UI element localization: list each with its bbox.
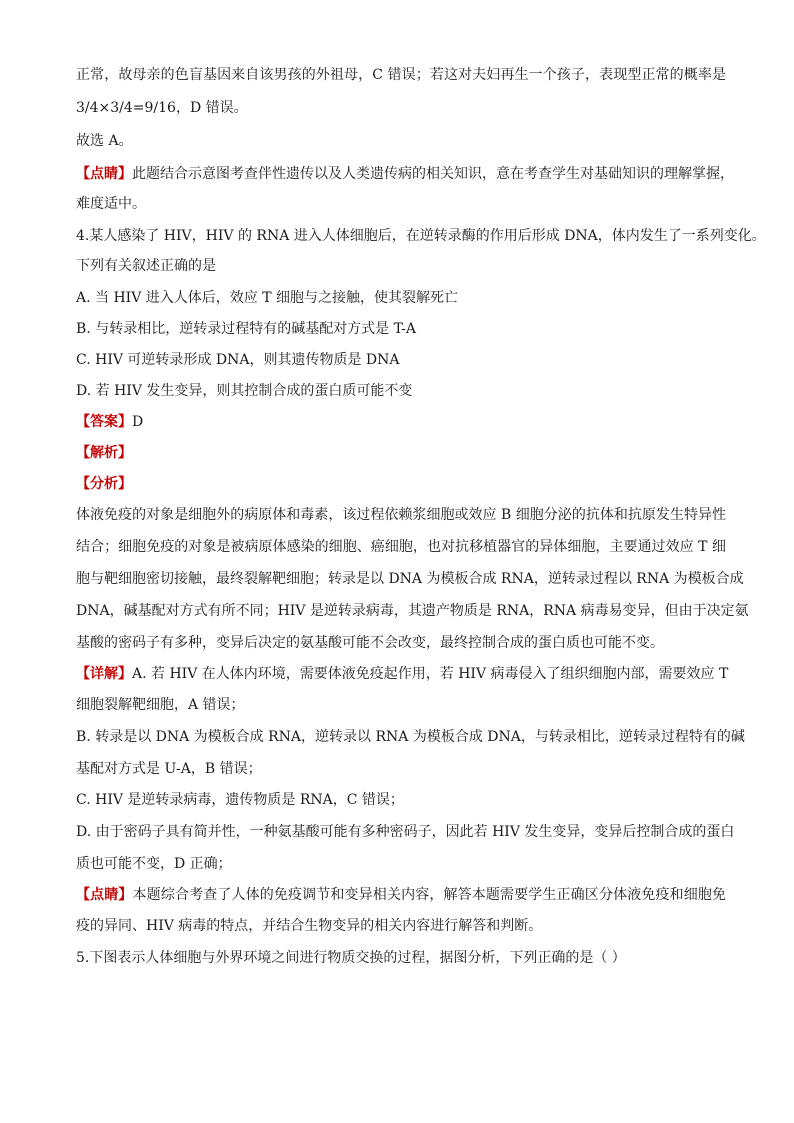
- line-text: A. 若 HIV 在人体内环境，需要体液免疫起作用，若 HIV 病毒侵入了组织细胞内部，需要效应 T: [132, 666, 729, 682]
- line-text: 体液免疫的对象是细胞外的病原体和毒素，该过程依赖浆细胞或效应 B 细胞分泌的抗体和抗原发生特异性: [76, 507, 726, 523]
- line-text: 正常，故母亲的色盲基因来自该男孩的外祖母，C 错误；若这对夫妇再生一个孩子，表现型正常的概率是: [76, 67, 726, 83]
- line-text: 下列有关叙述正确的是: [76, 258, 216, 274]
- line-text: 质也可能不变，D 正确；: [76, 856, 232, 872]
- text-line: [76, 633, 726, 653]
- line-text: 结合；细胞免疫的对象是被病原体感染的细胞、癌细胞，也对抗移植器官的异体细胞，主要通过效应 T 细: [76, 539, 726, 555]
- text-line: [76, 854, 726, 874]
- line-text: 本题综合考查了人体的免疫调节和变异相关内容，解答本题需要学生正确区分体液免疫和细胞免: [132, 887, 727, 903]
- text-line: [76, 727, 745, 747]
- line-text: D. 由于密码子具有简并性，一种氨基酸可能有多种密码子，因此若 HIV 发生变异，变异后控制合成的蛋白: [76, 824, 735, 840]
- text-line: [76, 759, 726, 779]
- line-text: 5.下图表示人体细胞与外界环境之间进行物质交换的过程，据图分析，下列正确的是（ ）: [76, 950, 626, 966]
- line-text: B. 与转录相比，逆转录过程特有的碱基配对方式是 T-A: [76, 321, 417, 337]
- section-tag: 【分析】: [76, 476, 132, 492]
- section-tag: 【点睛】: [76, 166, 132, 182]
- line-text: 难度适中。: [76, 196, 146, 212]
- text-line: [76, 194, 726, 214]
- text-line: [76, 790, 726, 810]
- text-line: [76, 822, 735, 842]
- line-text: 此题结合示意图考查伴性遗传以及人类遗传病的相关知识，意在考查学生对基础知识的理解掌握，: [132, 166, 734, 182]
- line-text: 3/4×3/4=9/16，D 错误。: [76, 100, 248, 116]
- line-text: D. 若 HIV 发生变异，则其控制合成的蛋白质可能不变: [76, 383, 413, 399]
- text-line: [76, 916, 726, 936]
- text-line: [76, 381, 726, 401]
- text-line: [76, 569, 744, 589]
- line-text: C. HIV 是逆转录病毒，遗传物质是 RNA，C 错误；: [76, 792, 404, 808]
- line-text: 胞与靶细胞密切接触，最终裂解靶细胞；转录是以 DNA 为模板合成 RNA，逆转录过程以 RNA 为模板合成: [76, 571, 744, 587]
- line-text: 疫的异同、HIV 病毒的特点，并结合生物变异的相关内容进行解答和判断。: [76, 918, 543, 934]
- text-line: [76, 474, 726, 494]
- line-text: B. 转录是以 DNA 为模板合成 RNA，逆转录以 RNA 为模板合成 DNA，与转录相比，逆转录过程特有的碱: [76, 729, 745, 745]
- text-line: [76, 505, 726, 525]
- line-text: 细胞裂解靶细胞，A 错误；: [76, 697, 245, 713]
- line-text: 基配对方式是 U-A，B 错误；: [76, 761, 262, 777]
- text-line: [76, 601, 749, 621]
- line-text: A. 当 HIV 进入人体后，效应 T 细胞与之接触，使其裂解死亡: [76, 290, 458, 306]
- section-tag: 【解析】: [76, 445, 132, 461]
- text-line: [76, 131, 726, 151]
- text-line: [76, 98, 726, 118]
- line-text: C. HIV 可逆转录形成 DNA，则其遗传物质是 DNA: [76, 352, 400, 368]
- text-line: [76, 537, 726, 557]
- text-line: [76, 256, 726, 276]
- text-line: [76, 319, 726, 339]
- text-line: [76, 164, 734, 184]
- text-line: [76, 948, 726, 968]
- text-line: [76, 443, 726, 463]
- section-tag: 【详解】: [76, 666, 132, 682]
- line-text: 故选 A。: [76, 133, 133, 149]
- text-line: [76, 664, 729, 684]
- section-tag: 【答案】: [76, 414, 132, 430]
- text-line: [76, 885, 726, 905]
- text-line: [76, 288, 726, 308]
- line-text: 基酸的密码子有多种，变异后决定的氨基酸可能不会改变，最终控制合成的蛋白质也可能不变。: [76, 635, 664, 651]
- text-line: [76, 350, 726, 370]
- line-text: D: [132, 414, 144, 430]
- text-line: [76, 412, 726, 432]
- text-line: [76, 695, 726, 715]
- line-text: DNA，碱基配对方式有所不同；HIV 是逆转录病毒，其遗产物质是 RNA，RNA 病毒易变异，但由于决定氨: [76, 603, 749, 619]
- line-text: 4.某人感染了 HIV，HIV 的 RNA 进入人体细胞后，在逆转录酶的作用后形成 DNA，体内发生了一系列变化。: [76, 228, 766, 244]
- text-line: [76, 226, 766, 246]
- section-tag: 【点睛】: [76, 887, 133, 903]
- text-line: [76, 65, 726, 85]
